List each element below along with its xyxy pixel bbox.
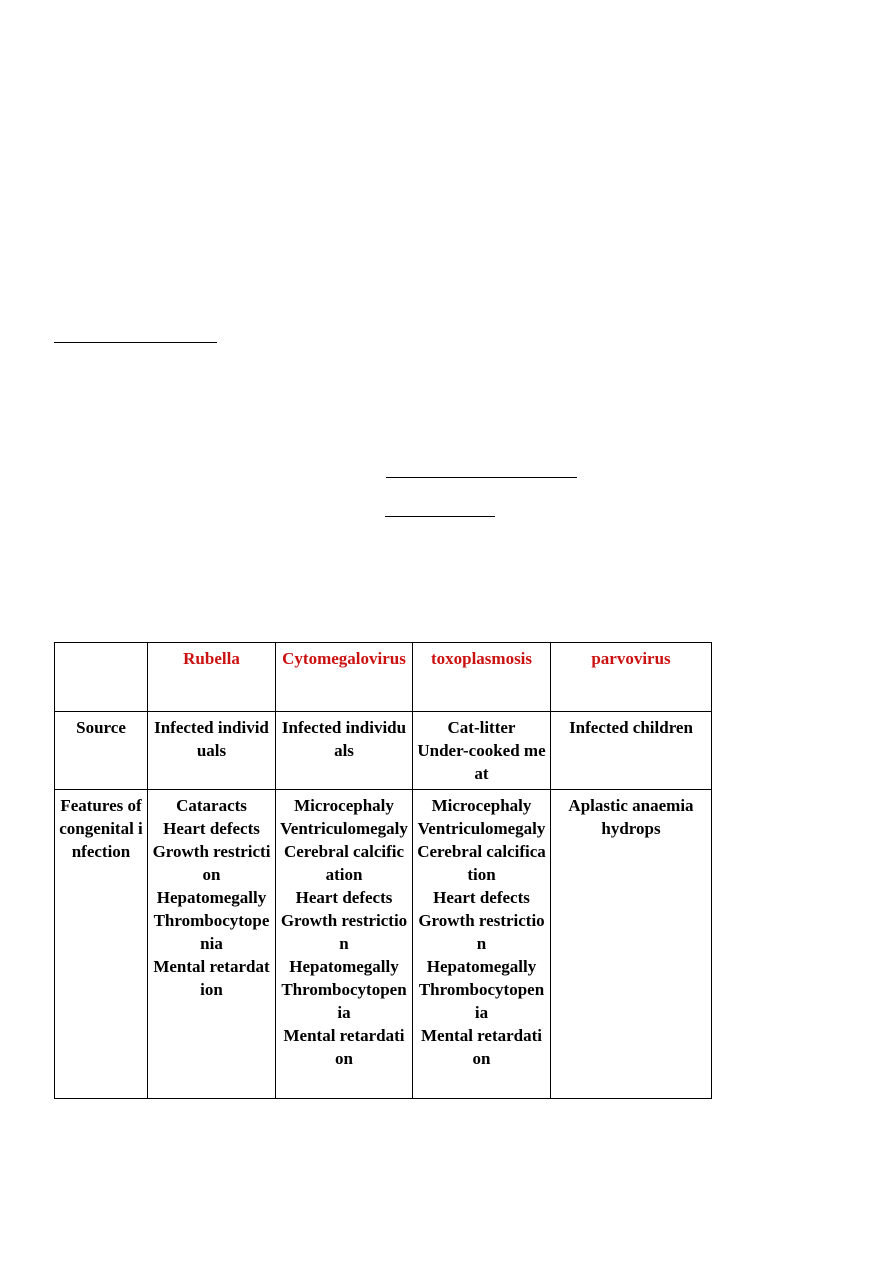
cell-line: Growth restriction: [418, 911, 545, 953]
cell-line: Cataracts: [176, 796, 247, 815]
cell-features-cytomegalovirus: [276, 790, 413, 1099]
cell-line: Cat-litter: [447, 718, 516, 737]
cell-line: Mental retardation: [420, 1026, 542, 1068]
row-label-source: Source: [55, 712, 148, 790]
header-toxoplasmosis: toxoplasmosis: [413, 643, 551, 712]
header-parvovirus: parvovirus: [551, 643, 712, 712]
table-row-source: [55, 712, 712, 790]
cell-line: Ventriculomegaly: [417, 819, 546, 838]
cell-line: Aplastic anaemia: [568, 796, 694, 815]
cell-source-rubella: [148, 712, 276, 790]
cell-line: Microcephaly: [294, 796, 394, 815]
cell-line: Mental retardation: [153, 957, 270, 999]
cell-source-cytomegalovirus: [276, 712, 413, 790]
cell-line: Cerebral calcification: [417, 842, 546, 884]
cell-line: Infected individuals: [154, 718, 269, 760]
row-label-features: Features of congenital infection: [55, 790, 148, 1099]
cell-line: Thrombocytopenia: [153, 911, 270, 953]
cell-source-parvovirus: [551, 712, 712, 790]
cell-line: Infected individuals: [281, 718, 407, 760]
cell-line: Hepatomegally: [289, 957, 399, 976]
cell-line: Under-cooked meat: [417, 741, 546, 783]
cell-line: hydrops: [601, 819, 661, 838]
congenital-infection-table: [54, 642, 712, 1099]
header-rubella: Rubella: [148, 643, 276, 712]
underline-rule-2: [386, 477, 577, 478]
cell-features-rubella: [148, 790, 276, 1099]
cell-line: Infected children: [569, 718, 693, 737]
table-header-row: [55, 643, 712, 712]
cell-features-parvovirus: [551, 790, 712, 1099]
cell-line: Heart defects: [433, 888, 530, 907]
cell-source-toxoplasmosis: [413, 712, 551, 790]
cell-line: Microcephaly: [431, 796, 532, 815]
table-row-features: [55, 790, 712, 1099]
cell-line: Hepatomegally: [156, 888, 267, 907]
underline-rule-3: [385, 516, 495, 517]
cell-line: Thrombocytopenia: [418, 980, 545, 1022]
cell-line: Thrombocytopenia: [281, 980, 407, 1022]
cell-line: Growth restriction: [152, 842, 271, 884]
cell-features-toxoplasmosis: [413, 790, 551, 1099]
header-blank-cell: [55, 643, 148, 712]
header-cytomegalovirus: Cytomegalovirus: [276, 643, 413, 712]
cell-line: Heart defects: [295, 888, 393, 907]
cell-line: Cerebral calcification: [283, 842, 405, 884]
cell-line: Mental retardation: [283, 1026, 405, 1068]
cell-line: Ventriculomegaly: [280, 819, 408, 838]
underline-rule-1: [54, 342, 217, 343]
cell-line: Growth restriction: [280, 911, 408, 953]
cell-line: Hepatomegally: [426, 957, 537, 976]
cell-line: Heart defects: [163, 819, 260, 838]
